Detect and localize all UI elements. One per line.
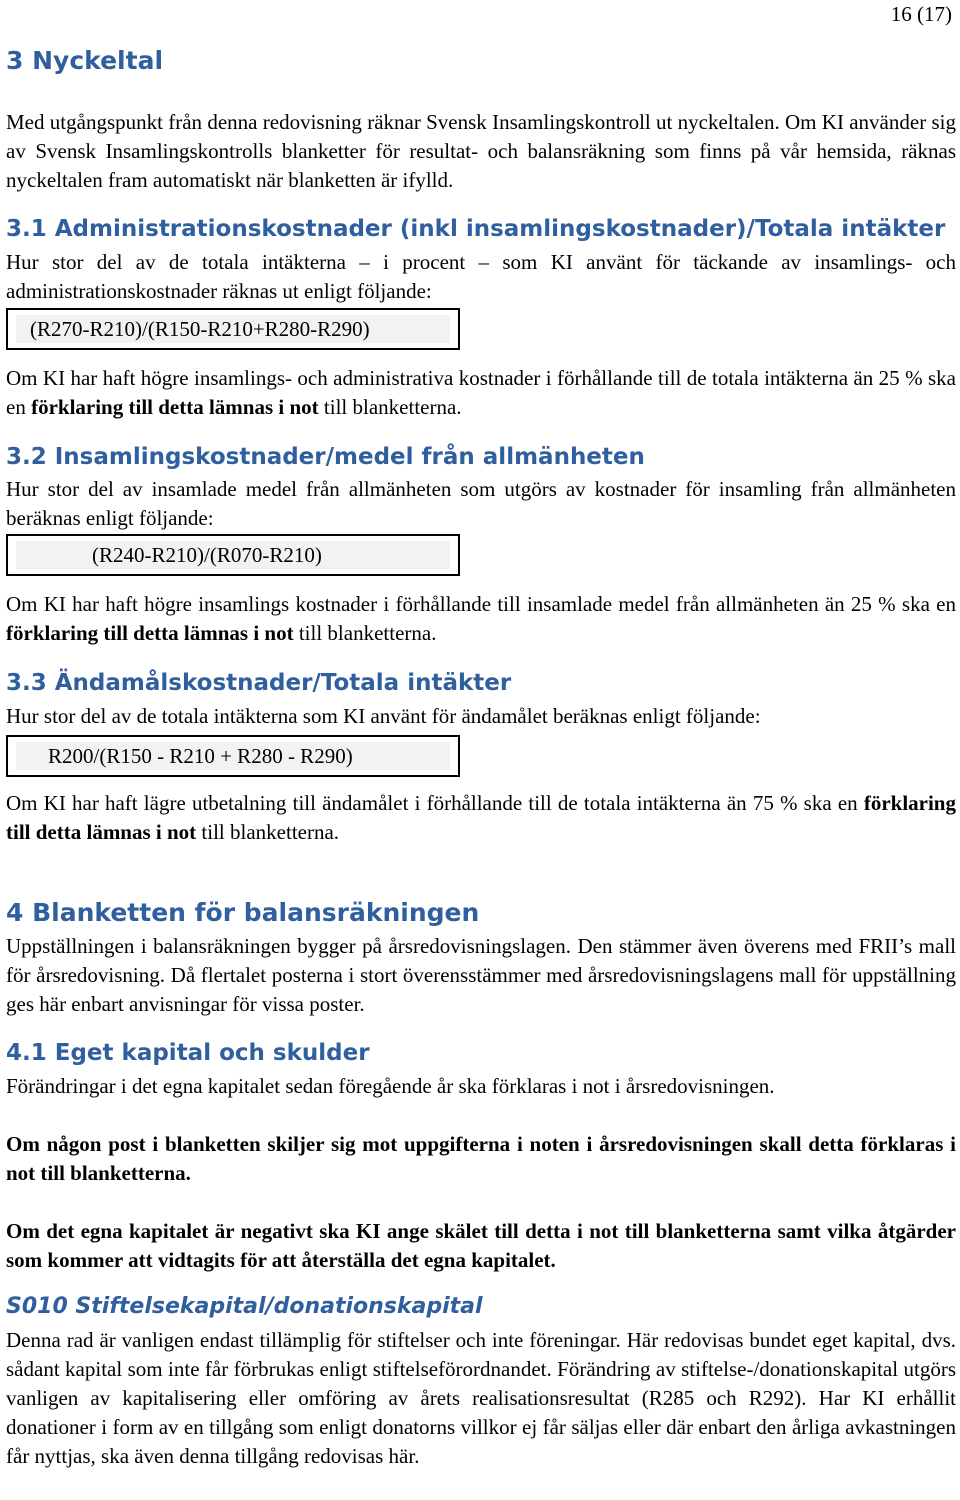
section-3-intro: Med utgångspunkt från denna redovisning räknar Svensk Insamlingskontroll ut nyckeltalen. Om KI använder sig av Svensk Insamlingskontrolls blanketter för resultat- och balansräkning som finns på vår hemsida, räknas nyckeltalen fram automatiskt när blanketten är ifylld.	[6, 110, 956, 192]
s010-heading: S010 Stiftelsekapital/donationskapital	[6, 1294, 483, 1319]
emphasis: förklaring till detta lämnas i not	[6, 791, 956, 844]
section-4-intro: Uppställningen i balansräkningen bygger på årsredovisningslagen. Den stämmer även överens med FRII’s mall för årsredovisning. Då flertalet posterna i stort överensstämmer med årsredovisningslagens mall för uppställning ges här enbart anvisningar för vissa poster.	[6, 934, 956, 1016]
section-3-1-text: Hur stor del av de totala intäkterna – i procent – som KI använt för täckande av insamlings- och administrationskostnader räknas ut enligt följande:	[6, 250, 956, 303]
section-4-1-text: Förändringar i det egna kapitalet sedan föregående år ska förklaras i not i årsredovisningen.	[6, 1074, 775, 1098]
section-4-1-bold-1: Om någon post i blanketten skiljer sig mot uppgifterna i noten i årsredovisningen skall detta förklaras i not till blanketterna.	[6, 1132, 956, 1185]
formula-box-3-1	[6, 308, 460, 350]
formula-box-3-3	[6, 735, 460, 777]
s010-text: Denna rad är vanligen endast tillämplig för stiftelser och inte föreningar. Här redovisas bundet eget kapital, dvs. sådant kapital som inte får förbrukas enligt stiftelseförordnandet. Förändring av stiftelse-/donationskapital utgörs vanligen av kapitalisering eller omföring av årets realisationsresultat (R285 och R292). Har KI erhållit donationer i form av en tillgång som enligt donatorns villkor ej får säljas eller där enbart den årliga avkastningen får nyttjas, ska även denna tillgång redovisas här.	[6, 1328, 956, 1468]
section-3-1-heading: 3.1 Administrationskostnader (inkl insamlingskostnader)/Totala intäkter	[6, 216, 946, 242]
section-3-3-heading: 3.3 Ändamålskostnader/Totala intäkter	[6, 670, 512, 696]
formula-3-1: (R270-R210)/(R150-R210+R280-R290)	[16, 315, 450, 343]
section-3-3-text: Hur stor del av de totala intäkterna som KI använt för ändamålet beräknas enligt följande:	[6, 704, 761, 728]
section-3-heading: 3 Nyckeltal	[6, 46, 164, 75]
section-3-2-heading: 3.2 Insamlingskostnader/medel från allmänheten	[6, 444, 645, 470]
section-3-2-text: Hur stor del av insamlade medel från allmänheten som utgörs av kostnader för insamling från allmänheten beräknas enligt följande:	[6, 477, 956, 530]
emphasis: förklaring till detta lämnas i not	[6, 621, 294, 645]
formula-3-3: R200/(R150 - R210 + R280 - R290)	[16, 742, 450, 770]
section-3-1-note: Om KI har haft högre insamlings- och administrativa kostnader i förhållande till de totala intäkterna än 25 % ska en förklaring till detta lämnas i not till blanketterna.	[6, 366, 956, 419]
section-3-3-note: Om KI har haft lägre utbetalning till ändamålet i förhållande till de totala intäkterna än 75 % ska en förklaring till detta lämnas i not till blanketterna.	[6, 791, 956, 844]
emphasis: förklaring till detta lämnas i not	[31, 395, 319, 419]
formula-box-3-2	[6, 534, 460, 576]
section-4-heading: 4 Blanketten för balansräkningen	[6, 898, 480, 927]
section-4-1-heading: 4.1 Eget kapital och skulder	[6, 1040, 370, 1066]
section-4-1-bold-2: Om det egna kapitalet är negativt ska KI ange skälet till detta i not till blanketterna samt vilka åtgärder som kommer att vidtagits för att återställa det egna kapitalet.	[6, 1219, 956, 1272]
formula-3-2: (R240-R210)/(R070-R210)	[16, 541, 450, 569]
page-number: 16 (17)	[890, 2, 952, 26]
section-3-2-note: Om KI har haft högre insamlings kostnader i förhållande till insamlade medel från allmänheten än 25 % ska en förklaring till detta lämnas i not till blanketterna.	[6, 592, 956, 645]
